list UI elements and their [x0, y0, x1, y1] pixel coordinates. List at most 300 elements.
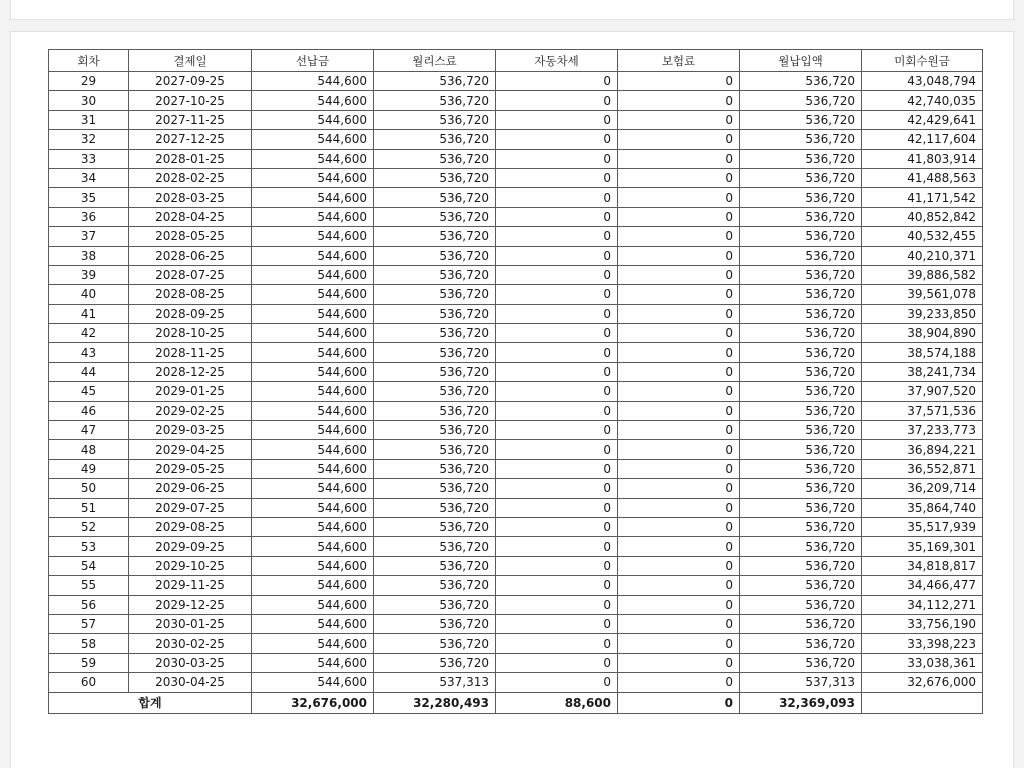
cell-unrecovered-principal: 34,112,271 [862, 595, 983, 614]
cell-monthly-lease-fee: 536,720 [374, 595, 496, 614]
cell-unrecovered-principal: 42,117,604 [862, 130, 983, 149]
cell-monthly-payment: 536,720 [740, 207, 862, 226]
cell-car-tax: 0 [496, 556, 618, 575]
cell-car-tax: 0 [496, 459, 618, 478]
cell-payment-date: 2029-04-25 [129, 440, 252, 459]
cell-installment-no: 46 [49, 401, 129, 420]
cell-insurance: 0 [618, 362, 740, 381]
cell-monthly-lease-fee: 536,720 [374, 304, 496, 323]
cell-payment-date: 2028-11-25 [129, 343, 252, 362]
cell-installment-no: 60 [49, 673, 129, 692]
cell-unrecovered-principal: 42,429,641 [862, 110, 983, 129]
cell-unrecovered-principal: 38,241,734 [862, 362, 983, 381]
cell-installment-no: 48 [49, 440, 129, 459]
cell-payment-date: 2028-08-25 [129, 285, 252, 304]
cell-prepayment: 544,600 [252, 634, 374, 653]
cell-monthly-lease-fee: 536,720 [374, 421, 496, 440]
cell-insurance: 0 [618, 479, 740, 498]
cell-installment-no: 49 [49, 459, 129, 478]
cell-monthly-payment: 536,720 [740, 130, 862, 149]
cell-installment-no: 31 [49, 110, 129, 129]
table-row [49, 614, 983, 633]
cell-payment-date: 2029-05-25 [129, 459, 252, 478]
cell-unrecovered-principal: 37,233,773 [862, 421, 983, 440]
cell-insurance: 0 [618, 285, 740, 304]
cell-insurance: 0 [618, 324, 740, 343]
cell-payment-date: 2029-07-25 [129, 498, 252, 517]
cell-prepayment: 544,600 [252, 595, 374, 614]
cell-unrecovered-principal: 35,169,301 [862, 537, 983, 556]
cell-installment-no: 56 [49, 595, 129, 614]
header-row [49, 50, 983, 72]
cell-monthly-payment: 536,720 [740, 72, 862, 91]
cell-car-tax: 0 [496, 246, 618, 265]
cell-monthly-payment: 536,720 [740, 265, 862, 284]
cell-installment-no: 38 [49, 246, 129, 265]
cell-monthly-payment: 536,720 [740, 576, 862, 595]
cell-installment-no: 58 [49, 634, 129, 653]
cell-installment-no: 51 [49, 498, 129, 517]
table-row [49, 362, 983, 381]
cell-prepayment: 544,600 [252, 265, 374, 284]
cell-monthly-lease-fee: 536,720 [374, 324, 496, 343]
total-monthly-lease-fee: 32,280,493 [374, 692, 496, 713]
table-row [49, 110, 983, 129]
cell-monthly-payment: 536,720 [740, 285, 862, 304]
cell-insurance: 0 [618, 188, 740, 207]
cell-insurance: 0 [618, 343, 740, 362]
cell-insurance: 0 [618, 227, 740, 246]
cell-monthly-lease-fee: 536,720 [374, 110, 496, 129]
cell-installment-no: 29 [49, 72, 129, 91]
cell-installment-no: 41 [49, 304, 129, 323]
cell-monthly-payment: 536,720 [740, 440, 862, 459]
cell-monthly-payment: 536,720 [740, 91, 862, 110]
cell-prepayment: 544,600 [252, 479, 374, 498]
cell-unrecovered-principal: 39,233,850 [862, 304, 983, 323]
cell-prepayment: 544,600 [252, 556, 374, 575]
cell-payment-date: 2028-02-25 [129, 168, 252, 187]
cell-installment-no: 35 [49, 188, 129, 207]
cell-car-tax: 0 [496, 72, 618, 91]
cell-installment-no: 36 [49, 207, 129, 226]
cell-unrecovered-principal: 41,488,563 [862, 168, 983, 187]
cell-car-tax: 0 [496, 382, 618, 401]
table-row [49, 324, 983, 343]
cell-unrecovered-principal: 32,676,000 [862, 673, 983, 692]
cell-monthly-lease-fee: 536,720 [374, 498, 496, 517]
cell-monthly-lease-fee: 536,720 [374, 576, 496, 595]
total-car-tax: 88,600 [496, 692, 618, 713]
cell-payment-date: 2029-02-25 [129, 401, 252, 420]
cell-insurance: 0 [618, 556, 740, 575]
cell-installment-no: 42 [49, 324, 129, 343]
cell-installment-no: 53 [49, 537, 129, 556]
cell-monthly-lease-fee: 537,313 [374, 673, 496, 692]
cell-prepayment: 544,600 [252, 459, 374, 478]
cell-monthly-lease-fee: 536,720 [374, 130, 496, 149]
cell-prepayment: 544,600 [252, 537, 374, 556]
cell-insurance: 0 [618, 149, 740, 168]
cell-monthly-lease-fee: 536,720 [374, 362, 496, 381]
cell-monthly-payment: 536,720 [740, 401, 862, 420]
cell-prepayment: 544,600 [252, 207, 374, 226]
cell-monthly-lease-fee: 536,720 [374, 168, 496, 187]
cell-payment-date: 2028-09-25 [129, 304, 252, 323]
cell-unrecovered-principal: 36,552,871 [862, 459, 983, 478]
cell-prepayment: 544,600 [252, 130, 374, 149]
cell-monthly-lease-fee: 536,720 [374, 556, 496, 575]
cell-insurance: 0 [618, 265, 740, 284]
table-row [49, 517, 983, 536]
cell-monthly-lease-fee: 536,720 [374, 382, 496, 401]
cell-monthly-lease-fee: 536,720 [374, 401, 496, 420]
cell-car-tax: 0 [496, 168, 618, 187]
cell-insurance: 0 [618, 459, 740, 478]
table-row [49, 576, 983, 595]
cell-payment-date: 2029-12-25 [129, 595, 252, 614]
cell-car-tax: 0 [496, 149, 618, 168]
cell-monthly-lease-fee: 536,720 [374, 614, 496, 633]
cell-unrecovered-principal: 41,171,542 [862, 188, 983, 207]
cell-car-tax: 0 [496, 421, 618, 440]
previous-page-edge [10, 0, 1014, 20]
table-row [49, 401, 983, 420]
cell-insurance: 0 [618, 517, 740, 536]
cell-installment-no: 40 [49, 285, 129, 304]
cell-unrecovered-principal: 33,756,190 [862, 614, 983, 633]
cell-car-tax: 0 [496, 324, 618, 343]
total-unrecovered-principal [862, 692, 983, 713]
cell-car-tax: 0 [496, 479, 618, 498]
cell-car-tax: 0 [496, 285, 618, 304]
cell-monthly-payment: 536,720 [740, 324, 862, 343]
cell-prepayment: 544,600 [252, 343, 374, 362]
cell-unrecovered-principal: 34,818,817 [862, 556, 983, 575]
cell-installment-no: 57 [49, 614, 129, 633]
cell-installment-no: 55 [49, 576, 129, 595]
table-row [49, 673, 983, 692]
cell-monthly-lease-fee: 536,720 [374, 653, 496, 672]
cell-prepayment: 544,600 [252, 401, 374, 420]
cell-unrecovered-principal: 43,048,794 [862, 72, 983, 91]
cell-installment-no: 45 [49, 382, 129, 401]
total-monthly-payment: 32,369,093 [740, 692, 862, 713]
document-page [10, 31, 1014, 768]
table-row [49, 227, 983, 246]
cell-monthly-payment: 536,720 [740, 595, 862, 614]
table-row [49, 91, 983, 110]
cell-payment-date: 2027-11-25 [129, 110, 252, 129]
cell-monthly-payment: 536,720 [740, 459, 862, 478]
cell-monthly-lease-fee: 536,720 [374, 517, 496, 536]
cell-insurance: 0 [618, 673, 740, 692]
table-row [49, 285, 983, 304]
cell-car-tax: 0 [496, 614, 618, 633]
cell-car-tax: 0 [496, 517, 618, 536]
cell-installment-no: 33 [49, 149, 129, 168]
cell-prepayment: 544,600 [252, 498, 374, 517]
cell-prepayment: 544,600 [252, 227, 374, 246]
cell-monthly-payment: 536,720 [740, 421, 862, 440]
cell-prepayment: 544,600 [252, 673, 374, 692]
cell-car-tax: 0 [496, 498, 618, 517]
total-row [49, 692, 983, 713]
cell-monthly-lease-fee: 536,720 [374, 188, 496, 207]
cell-prepayment: 544,600 [252, 517, 374, 536]
cell-prepayment: 544,600 [252, 188, 374, 207]
cell-unrecovered-principal: 33,038,361 [862, 653, 983, 672]
cell-insurance: 0 [618, 382, 740, 401]
cell-installment-no: 59 [49, 653, 129, 672]
cell-car-tax: 0 [496, 207, 618, 226]
cell-payment-date: 2030-01-25 [129, 614, 252, 633]
total-label: 합계 [49, 692, 252, 713]
table-row [49, 149, 983, 168]
table-row [49, 537, 983, 556]
cell-insurance: 0 [618, 91, 740, 110]
cell-monthly-payment: 536,720 [740, 188, 862, 207]
cell-insurance: 0 [618, 401, 740, 420]
cell-prepayment: 544,600 [252, 168, 374, 187]
cell-payment-date: 2028-06-25 [129, 246, 252, 265]
cell-monthly-payment: 536,720 [740, 382, 862, 401]
cell-monthly-payment: 536,720 [740, 304, 862, 323]
cell-monthly-lease-fee: 536,720 [374, 91, 496, 110]
cell-unrecovered-principal: 33,398,223 [862, 634, 983, 653]
cell-installment-no: 50 [49, 479, 129, 498]
cell-monthly-payment: 536,720 [740, 168, 862, 187]
header-monthly-lease-fee: 월리스료 [374, 50, 496, 72]
cell-payment-date: 2028-03-25 [129, 188, 252, 207]
table-row [49, 653, 983, 672]
table-row [49, 421, 983, 440]
cell-installment-no: 47 [49, 421, 129, 440]
cell-monthly-lease-fee: 536,720 [374, 634, 496, 653]
cell-installment-no: 44 [49, 362, 129, 381]
cell-prepayment: 544,600 [252, 653, 374, 672]
cell-prepayment: 544,600 [252, 91, 374, 110]
cell-monthly-payment: 536,720 [740, 556, 862, 575]
schedule-body [49, 72, 983, 693]
table-row [49, 479, 983, 498]
cell-car-tax: 0 [496, 188, 618, 207]
cell-insurance: 0 [618, 653, 740, 672]
cell-payment-date: 2029-10-25 [129, 556, 252, 575]
cell-payment-date: 2030-04-25 [129, 673, 252, 692]
table-row [49, 207, 983, 226]
cell-monthly-lease-fee: 536,720 [374, 479, 496, 498]
cell-prepayment: 544,600 [252, 382, 374, 401]
cell-insurance: 0 [618, 130, 740, 149]
cell-payment-date: 2028-07-25 [129, 265, 252, 284]
cell-prepayment: 544,600 [252, 285, 374, 304]
table-row [49, 168, 983, 187]
header-car-tax: 자동차세 [496, 50, 618, 72]
cell-car-tax: 0 [496, 91, 618, 110]
cell-car-tax: 0 [496, 343, 618, 362]
cell-monthly-payment: 536,720 [740, 246, 862, 265]
cell-monthly-payment: 536,720 [740, 614, 862, 633]
cell-installment-no: 54 [49, 556, 129, 575]
table-row [49, 304, 983, 323]
header-payment-date: 결제일 [129, 50, 252, 72]
cell-payment-date: 2030-02-25 [129, 634, 252, 653]
cell-installment-no: 30 [49, 91, 129, 110]
cell-car-tax: 0 [496, 634, 618, 653]
cell-monthly-lease-fee: 536,720 [374, 440, 496, 459]
header-installment-no: 회차 [49, 50, 129, 72]
cell-installment-no: 39 [49, 265, 129, 284]
table-row [49, 595, 983, 614]
cell-unrecovered-principal: 40,852,842 [862, 207, 983, 226]
cell-payment-date: 2028-10-25 [129, 324, 252, 343]
cell-unrecovered-principal: 38,574,188 [862, 343, 983, 362]
cell-payment-date: 2027-09-25 [129, 72, 252, 91]
cell-unrecovered-principal: 37,571,536 [862, 401, 983, 420]
cell-monthly-payment: 536,720 [740, 537, 862, 556]
cell-monthly-lease-fee: 536,720 [374, 265, 496, 284]
header-unrecovered-principal: 미회수원금 [862, 50, 983, 72]
table-row [49, 265, 983, 284]
cell-unrecovered-principal: 36,209,714 [862, 479, 983, 498]
cell-car-tax: 0 [496, 595, 618, 614]
cell-monthly-payment: 536,720 [740, 227, 862, 246]
cell-prepayment: 544,600 [252, 614, 374, 633]
cell-unrecovered-principal: 37,907,520 [862, 382, 983, 401]
cell-payment-date: 2028-12-25 [129, 362, 252, 381]
table-row [49, 130, 983, 149]
cell-car-tax: 0 [496, 401, 618, 420]
cell-payment-date: 2029-08-25 [129, 517, 252, 536]
cell-payment-date: 2029-11-25 [129, 576, 252, 595]
table-row [49, 459, 983, 478]
cell-payment-date: 2029-01-25 [129, 382, 252, 401]
cell-insurance: 0 [618, 304, 740, 323]
cell-prepayment: 544,600 [252, 149, 374, 168]
cell-unrecovered-principal: 42,740,035 [862, 91, 983, 110]
cell-insurance: 0 [618, 634, 740, 653]
cell-monthly-lease-fee: 536,720 [374, 459, 496, 478]
cell-unrecovered-principal: 35,517,939 [862, 517, 983, 536]
header-insurance: 보험료 [618, 50, 740, 72]
cell-insurance: 0 [618, 498, 740, 517]
cell-payment-date: 2028-01-25 [129, 149, 252, 168]
cell-payment-date: 2027-10-25 [129, 91, 252, 110]
cell-monthly-payment: 536,720 [740, 653, 862, 672]
cell-monthly-lease-fee: 536,720 [374, 207, 496, 226]
cell-monthly-lease-fee: 536,720 [374, 227, 496, 246]
cell-payment-date: 2028-05-25 [129, 227, 252, 246]
cell-insurance: 0 [618, 207, 740, 226]
cell-car-tax: 0 [496, 673, 618, 692]
cell-monthly-payment: 537,313 [740, 673, 862, 692]
table-row [49, 188, 983, 207]
cell-installment-no: 43 [49, 343, 129, 362]
cell-monthly-payment: 536,720 [740, 149, 862, 168]
cell-payment-date: 2030-03-25 [129, 653, 252, 672]
cell-insurance: 0 [618, 421, 740, 440]
cell-unrecovered-principal: 39,886,582 [862, 265, 983, 284]
cell-monthly-payment: 536,720 [740, 479, 862, 498]
cell-car-tax: 0 [496, 304, 618, 323]
cell-prepayment: 544,600 [252, 110, 374, 129]
table-row [49, 382, 983, 401]
total-prepayment: 32,676,000 [252, 692, 374, 713]
table-row [49, 343, 983, 362]
payment-schedule-table [48, 49, 983, 714]
cell-insurance: 0 [618, 246, 740, 265]
cell-monthly-lease-fee: 536,720 [374, 149, 496, 168]
cell-insurance: 0 [618, 440, 740, 459]
cell-monthly-lease-fee: 536,720 [374, 537, 496, 556]
cell-unrecovered-principal: 38,904,890 [862, 324, 983, 343]
cell-car-tax: 0 [496, 537, 618, 556]
cell-installment-no: 37 [49, 227, 129, 246]
cell-payment-date: 2027-12-25 [129, 130, 252, 149]
cell-car-tax: 0 [496, 227, 618, 246]
cell-insurance: 0 [618, 614, 740, 633]
cell-unrecovered-principal: 36,894,221 [862, 440, 983, 459]
cell-insurance: 0 [618, 576, 740, 595]
header-prepayment: 선납금 [252, 50, 374, 72]
header-monthly-payment: 월납입액 [740, 50, 862, 72]
cell-installment-no: 32 [49, 130, 129, 149]
cell-prepayment: 544,600 [252, 324, 374, 343]
cell-monthly-lease-fee: 536,720 [374, 343, 496, 362]
cell-prepayment: 544,600 [252, 440, 374, 459]
cell-unrecovered-principal: 41,803,914 [862, 149, 983, 168]
cell-monthly-payment: 536,720 [740, 343, 862, 362]
total-insurance: 0 [618, 692, 740, 713]
cell-payment-date: 2028-04-25 [129, 207, 252, 226]
cell-car-tax: 0 [496, 362, 618, 381]
cell-insurance: 0 [618, 110, 740, 129]
cell-prepayment: 544,600 [252, 246, 374, 265]
cell-unrecovered-principal: 40,532,455 [862, 227, 983, 246]
cell-payment-date: 2029-03-25 [129, 421, 252, 440]
cell-monthly-payment: 536,720 [740, 634, 862, 653]
cell-monthly-lease-fee: 536,720 [374, 72, 496, 91]
cell-monthly-payment: 536,720 [740, 110, 862, 129]
cell-monthly-payment: 536,720 [740, 362, 862, 381]
cell-unrecovered-principal: 39,561,078 [862, 285, 983, 304]
cell-car-tax: 0 [496, 265, 618, 284]
cell-payment-date: 2029-06-25 [129, 479, 252, 498]
cell-monthly-payment: 536,720 [740, 498, 862, 517]
cell-prepayment: 544,600 [252, 362, 374, 381]
cell-installment-no: 34 [49, 168, 129, 187]
cell-unrecovered-principal: 40,210,371 [862, 246, 983, 265]
cell-prepayment: 544,600 [252, 576, 374, 595]
cell-monthly-lease-fee: 536,720 [374, 246, 496, 265]
cell-monthly-lease-fee: 536,720 [374, 285, 496, 304]
table-row [49, 556, 983, 575]
cell-insurance: 0 [618, 72, 740, 91]
cell-payment-date: 2029-09-25 [129, 537, 252, 556]
cell-insurance: 0 [618, 595, 740, 614]
cell-car-tax: 0 [496, 440, 618, 459]
cell-insurance: 0 [618, 168, 740, 187]
cell-insurance: 0 [618, 537, 740, 556]
cell-car-tax: 0 [496, 576, 618, 595]
cell-installment-no: 52 [49, 517, 129, 536]
table-row [49, 246, 983, 265]
cell-unrecovered-principal: 34,466,477 [862, 576, 983, 595]
table-row [49, 498, 983, 517]
cell-monthly-payment: 536,720 [740, 517, 862, 536]
cell-prepayment: 544,600 [252, 72, 374, 91]
